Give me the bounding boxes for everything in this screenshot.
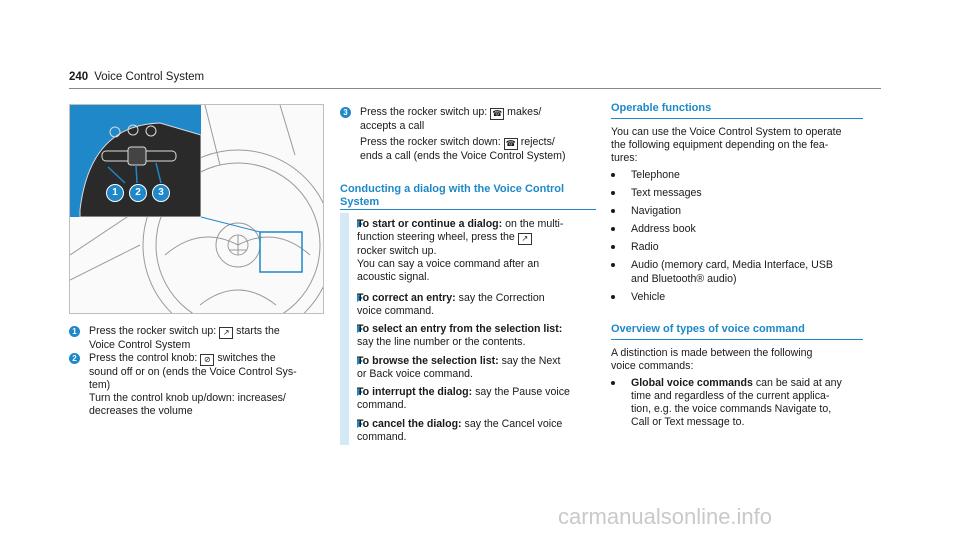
item-2-text-d: tem) [89,379,111,391]
phone-accept-icon: ☎ [490,108,504,120]
watermark: carmanualsonline.info [558,504,773,529]
steering-wheel-figure [69,104,324,314]
page-header [69,71,204,84]
voice-key-icon: ↗ [518,233,532,245]
step-cancel-dialog: To cancel the dialog: say the Cancel voice command. [357,418,563,443]
steps-margin-bar [340,213,349,445]
item-number-3: 3 [340,107,351,118]
section-rule-operable [611,118,863,119]
mute-key-icon: ⊘ [200,354,214,366]
overview-intro: A distinction is made between the following voice commands: [611,347,813,372]
item-3-text-f: ends a call (ends the Voice Control System) [360,150,566,162]
section-heading-dialog: Conducting a dialog with the Voice Control System [340,183,565,208]
item-2-text-f: decreases the volume [89,405,193,417]
phone-reject-icon: ☎ [504,138,518,150]
section-rule-overview [611,339,863,340]
step-browse-list: To browse the selection list: say the Next or Back voice command. [357,355,561,380]
item-3-text-a: Press the rocker switch up: [360,106,488,118]
operable-intro: You can use the Voice Control System to operate the following equipment depending on the fea- tures: [611,126,842,164]
list-item-1 [69,325,329,355]
control-detail-inset [70,105,201,217]
callout-2: 2 [129,184,147,202]
step-start-dialog: To start or continue a dialog: on the multi- function steering wheel, press the ↗ rocker switch up. You can say a voice command after an acoustic signal. [357,218,564,283]
item-3-text-d: Press the rocker switch down: [360,136,501,148]
item-2-text-c: sound off or on (ends the Voice Control Sys- [89,366,297,378]
step-correct-entry: To correct an entry: say the Correction voice command. [357,292,545,317]
page-title: Voice Control System [94,71,205,83]
step-select-entry: To select an entry from the selection list: say the line number or the contents. [357,323,563,348]
callout-3: 3 [152,184,170,202]
step-interrupt-dialog: To interrupt the dialog: say the Pause voice command. [357,386,570,411]
section-rule-dialog [340,209,596,210]
item-number-2: 2 [69,353,80,364]
section-heading-overview: Overview of types of voice command [611,323,805,335]
item-3-text-b: makes/ [507,106,542,118]
section-heading-operable: Operable functions [611,102,712,114]
item-2-text-e: Turn the control knob up/down: increases/ [89,392,286,404]
item-3-text-c: accepts a call [360,120,425,132]
list-item-3 [340,106,600,166]
item-2-text-a: Press the control knob: [89,352,198,364]
item-number-1: 1 [69,326,80,337]
callout-1: 1 [106,184,124,202]
page-number: 240 [69,71,89,83]
item-2-text-b: switches the [217,352,276,364]
list-item-2 [69,352,329,422]
item-1-text-b: starts the [236,325,280,337]
item-1-text-a: Press the rocker switch up: [89,325,217,337]
item-1-text-c: Voice Control System [89,339,191,351]
voice-key-icon: ↗ [219,327,233,339]
item-3-text-e: rejects/ [520,136,555,148]
header-rule [69,88,881,89]
